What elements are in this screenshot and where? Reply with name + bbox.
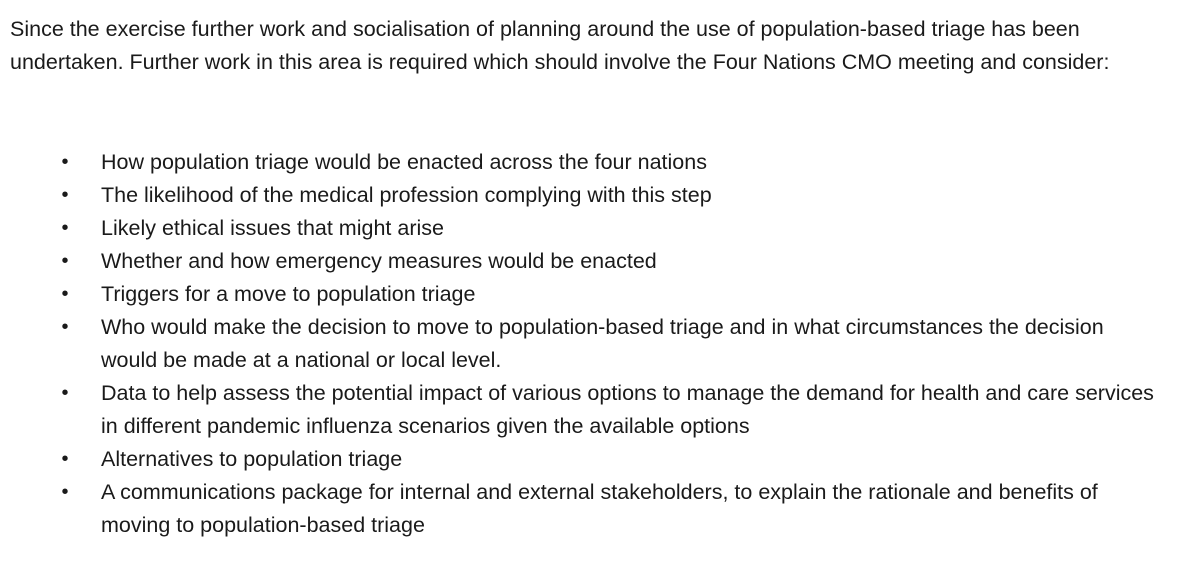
bullet-icon: • [61,217,69,239]
bullet-icon: • [61,481,69,503]
list-item [0,443,1161,476]
bullet-icon: • [61,382,69,404]
considerations-list [0,146,1200,542]
list-item-text: A communications package for internal and external stakeholders, to explain the rationale and benefits of moving to population-based triage [101,480,1098,537]
list-item [0,377,1161,443]
bullet-icon: • [61,448,69,470]
list-item-text: Data to help assess the potential impact of various options to manage the demand for health and care services in different pandemic influenza scenarios given the available options [101,381,1154,438]
bullet-icon: • [61,184,69,206]
bullet-icon: • [61,250,69,272]
list-item [0,245,1161,278]
list-item [0,179,1161,212]
list-item [0,476,1161,542]
list-item-text: Alternatives to population triage [101,447,403,471]
list-item [0,311,1161,377]
list-item [0,278,1161,311]
bullet-icon: • [61,283,69,305]
list-item-text: Triggers for a move to population triage [101,282,476,306]
bullet-icon: • [61,151,69,173]
intro-paragraph: Since the exercise further work and socialisation of planning around the use of population-based triage has been undertaken. Further work in this area is required which should involve the Four Nations CMO meeting and consider: [10,17,1110,74]
list-item [0,212,1161,245]
list-item [0,146,1161,179]
list-item-text: Likely ethical issues that might arise [101,216,444,240]
list-item-text: Whether and how emergency measures would be enacted [101,249,657,273]
list-item-text: How population triage would be enacted across the four nations [101,150,707,174]
list-item-text: Who would make the decision to move to population-based triage and in what circumstances the decision would be made at a national or local level. [101,315,1104,372]
bullet-icon: • [61,316,69,338]
list-item-text: The likelihood of the medical profession complying with this step [101,183,712,207]
